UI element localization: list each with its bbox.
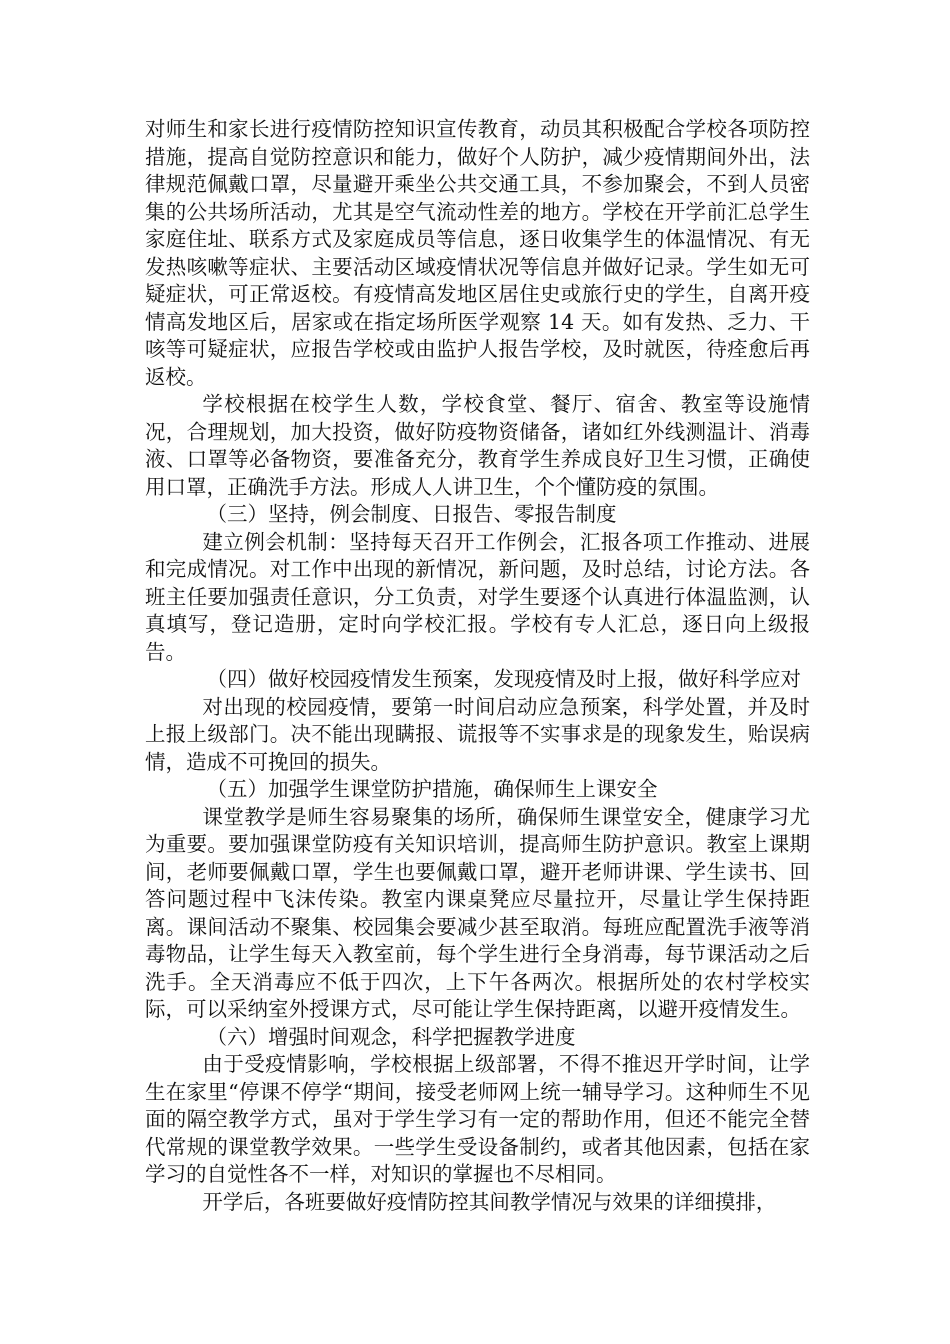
- paragraph-meeting-mechanism: 建立例会机制：坚持每天召开工作例会，汇报各项工作推动、进展和完成情况。对工作中出现的新情况，新问题，及时总结，讨论方法。各班主任要加强责任意识，分工负责，对学生要逐个认真进行体温监测，认真填写，登记造册，定时向学校汇报。学校有专人汇总，逐日向上级报告。: [145, 529, 810, 664]
- paragraph-classroom-protection: 课堂教学是师生容易聚集的场所，确保师生课堂安全，健康学习尤为重要。要加强课堂防疫有关知识培训，提高师生防护意识。教室上课期间，老师要佩戴口罩，学生也要佩戴口罩，避开老师讲课、学生读书、回答问题过程中飞沫传染。教室内课桌凳应尽量拉开，尽量让学生保持距离。课间活动不聚集、校园集会要减少甚至取消。每班应配置洗手液等消毒物品，让学生每天入教室前，每个学生进行全身消毒，每节课活动之后洗手。全天消毒应不低于四次，上下午各两次。根据所处的农村学校实际，可以采纳室外授课方式，尽可能让学生保持距离，以避开疫情发生。: [145, 804, 810, 1021]
- paragraph-prevention-education: 对师生和家长进行疫情防控知识宣传教育，动员其积极配合学校各项防控措施，提高自觉防控意识和能力，做好个人防护，减少疫情期间外出，法律规范佩戴口罩，尽量避开乘坐公共交通工具，不参加聚会，不到人员密集的公共场所活动，尤其是空气流动性差的地方。学校在开学前汇总学生家庭住址、联系方式及家庭成员等信息，逐日收集学生的体温情况、有无发热咳嗽等症状、主要活动区域疫情状况等信息并做好记录。学生如无可疑症状，可正常返校。有疫情高发地区居住史或旅行史的学生，自离开疫情高发地区后，居家或在指定场所医学观察 14 天。如有发热、乏力、干咳等可疑症状，应报告学校或由监护人报告学校，及时就医，待痊愈后再返校。: [145, 117, 810, 389]
- heading-section-4: （四）做好校园疫情发生预案，发现疫情及时上报，做好科学应对: [206, 667, 801, 691]
- paragraph-after-school-start: 开学后，各班要做好疫情防控其间教学情况与效果的详细摸排，: [202, 1189, 777, 1214]
- document-page: [145, 116, 810, 1216]
- heading-section-6: （六）增强时间观念，科学把握教学进度: [206, 1024, 576, 1049]
- heading-section-3: （三）坚持，例会制度、日报告、零报告制度: [206, 502, 617, 526]
- heading-section-5: （五）加强学生课堂防护措施，确保师生上课安全: [206, 777, 658, 801]
- paragraph-online-teaching: 由于受疫情影响，学校根据上级部署，不得不推迟开学时间，让学生在家里“停课不停学“期间，接受老师网上统一辅导学习。这种师生不见面的隔空教学方式，虽对于学生学习有一定的帮助作用，但还不能完全替代常规的课堂教学效果。一些学生受设备制约，或者其他因素，包括在家学习的自觉性各不一样，对知识的掌握也不尽相同。: [145, 1052, 810, 1186]
- paragraph-emergency-plan: 对出现的校园疫情，要第一时间启动应急预案，科学处置，并及时上报上级部门。决不能出现瞒报、谎报等不实事求是的现象发生，贻误病情，造成不可挽回的损失。: [145, 694, 810, 774]
- paragraph-supplies: 学校根据在校学生人数，学校食堂、餐厅、宿舍、教室等设施情况，合理规划，加大投资，做好防疫物资储备，诸如红外线测温计、消毒液、口罩等必备物资，要准备充分，教育学生养成良好卫生习惯，正确使用口罩，正确洗手方法。形成人人讲卫生，个个懂防疫的氛围。: [145, 392, 810, 499]
